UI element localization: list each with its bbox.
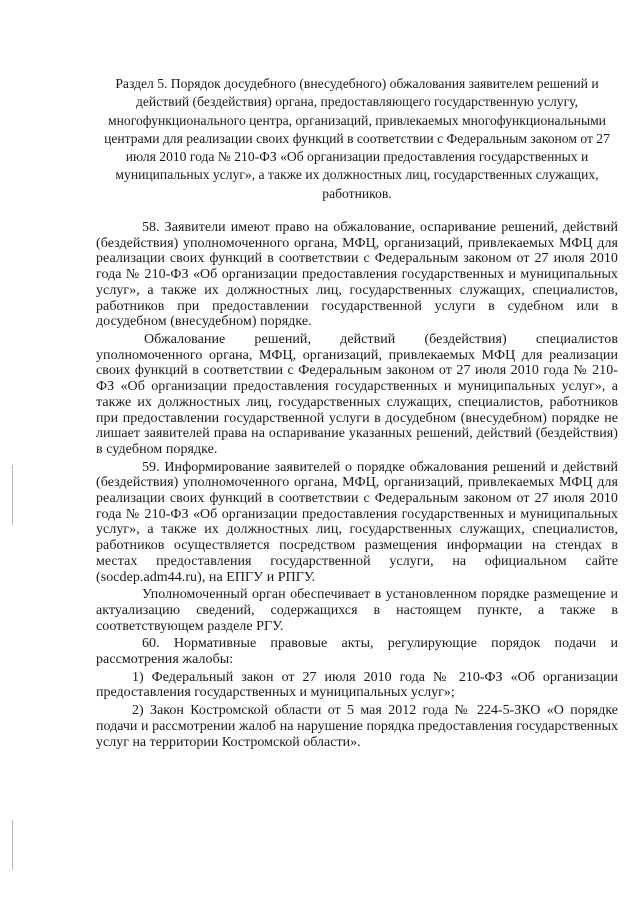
list-item-law-kostroma: 2) Закон Костромской области от 5 мая 2012 года № 224-5-ЗКО «О порядке подачи и рассмотрении жалоб на нарушение порядка предоставления государственных услуг на территории Костромской области». xyxy=(96,703,618,750)
list-item-law-210: 1) Федеральный закон от 27 июля 2010 года № 210-ФЗ «Об организации предоставления государственных и муниципальных услуг»; xyxy=(96,669,618,701)
scan-edge-mark xyxy=(12,465,13,525)
paragraph-authority: Уполномоченный орган обеспечивает в установленном порядке размещение и актуализацию сведений, содержащихся в настоящем пункте, а также в соответствующем разделе РГУ. xyxy=(96,587,618,634)
document-page xyxy=(96,75,618,752)
scan-edge-mark xyxy=(12,820,13,870)
paragraph-58: 58. Заявители имеют право на обжалование, оспаривание решений, действий (бездействия) уполномоченного органа, МФЦ, организаций, привлекаемых МФЦ для реализации своих функций в соответствии с Федеральным законом от 27 июля 2010 года № 210-ФЗ «Об организации предоставления государственных и муниципальных услуг», а также их должностных лиц, государственных служащих, специалистов, работников при предоставлении государственной услуги в судебном или в досудебном (внесудебном) порядке. xyxy=(96,220,618,330)
paragraph-60: 60. Нормативные правовые акты, регулирующие порядок подачи и рассмотрения жалобы: xyxy=(96,636,618,668)
paragraph-59: 59. Информирование заявителей о порядке обжалования решений и действий (бездействия) уполномоченного органа, МФЦ, организаций, привлекаемых МФЦ для реализации своих функций в соответствии с Федеральным законом от 27 июля 2010 года № 210-ФЗ «Об организации предоставления государственных и муниципальных услуг», а также их должностных лиц, государственных служащих, специалистов, работников осуществляется посредством размещения информации на стендах в местах предоставления государственной услуги, на официальном сайте (socdep.adm44.ru), на ЕПГУ и РПГУ. xyxy=(96,459,618,585)
paragraph-appeal: Обжалование решений, действий (бездействия) специалистов уполномоченного органа, МФЦ, организаций, привлекаемых МФЦ для реализации своих функций в соответствии с Федеральным законом от 27 июля 2010 года № 210-ФЗ «Об организации предоставления государственных и муниципальных услуг», а также их должностных лиц, государственных служащих, специалистов, работников при предоставлении государственной услуги в досудебном (внесудебном) порядке не лишает заявителей права на оспаривание указанных решений, действий (бездействия) в судебном порядке. xyxy=(96,332,618,457)
section-heading: Раздел 5. Порядок досудебного (внесудебного) обжалования заявителем решений и действий (бездействия) органа, предоставляющего государственную услугу, многофункционального центра, организаций, привлекаемых многофункциональными центрами для реализации своих функций в соответствии с Федеральным законом от 27 июля 2010 года № 210-ФЗ «Об организации предоставления государственных и муниципальных услуг», а также их должностных лиц, государственных служащих, работников. xyxy=(104,76,610,201)
